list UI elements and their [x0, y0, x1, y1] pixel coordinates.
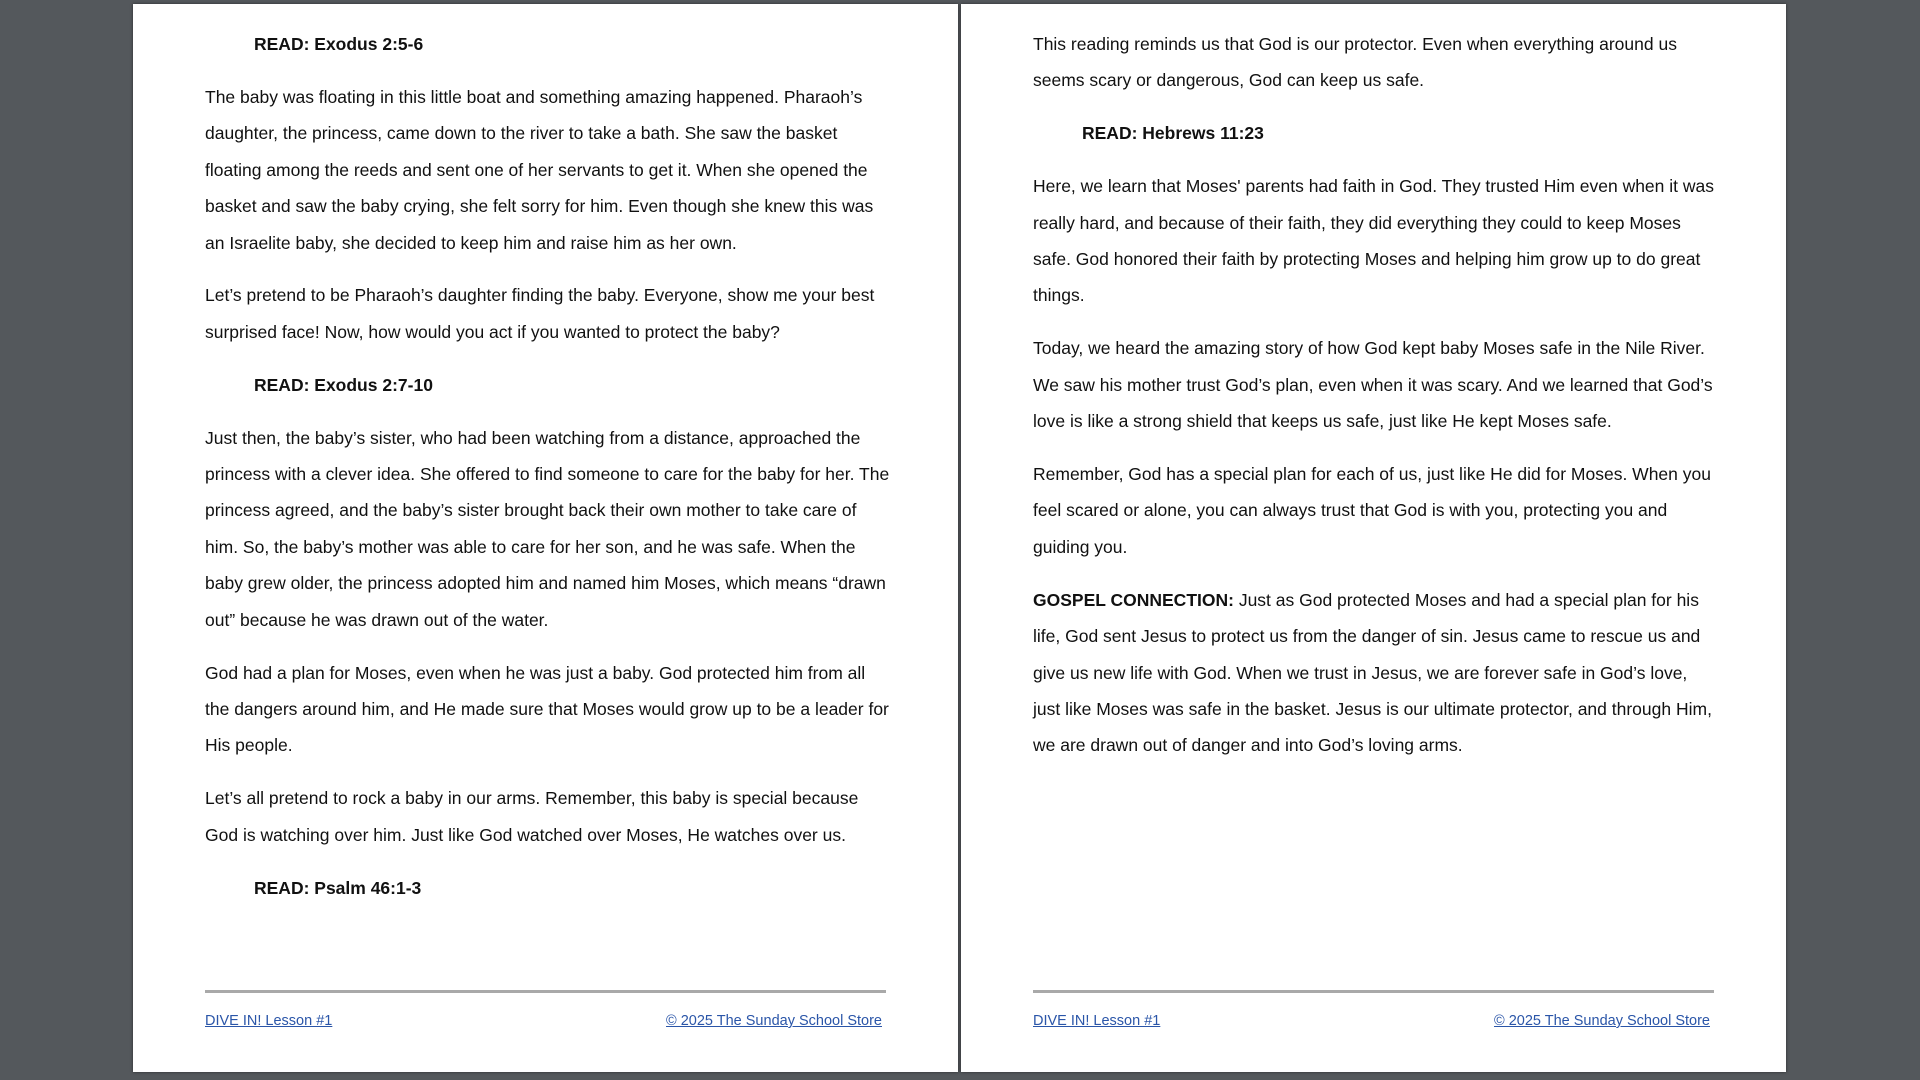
footer-copyright-link[interactable]: © 2025 The Sunday School Store: [666, 1013, 882, 1029]
footer-divider: [1033, 990, 1714, 993]
paragraph: Just then, the baby’s sister, who had been watching from a distance, approached the princess with a clever idea. She offered to find someone to care for the baby for her. The princess agreed, and the baby’s sister brought back their own mother to take care of him. So, the baby’s mother was able to care for her son, and he was safe. When the baby grew older, the princess adopted him and named him Moses, which means “drawn out” because he was drawn out of the water.: [205, 427, 890, 630]
paragraph: Here, we learn that Moses' parents had faith in God. They trusted Him even when it was really hard, and because of their faith, they did everything they could to keep Moses safe. God honored their faith by protecting Moses and helping him grow up to do great things.: [1033, 176, 1714, 306]
paragraph: Let’s all pretend to rock a baby in our arms. Remember, this baby is special because God is watching over him. Just like God watched over Moses, He watches over us.: [205, 788, 859, 845]
gospel-connection-text: Just as God protected Moses and had a special plan for his life, God sent Jesus to protect us from the danger of sin. Jesus came to rescue us and give us new life with God. When we trust in Jesus, we are forever safe in God’s love, just like Moses was safe in the basket. Jesus is our ultimate protector, and through Him, we are drawn out of danger and into God’s loving arms.: [1033, 589, 1712, 756]
gospel-connection-label: GOSPEL CONNECTION:: [1033, 589, 1234, 610]
paragraph: God had a plan for Moses, even when he was just a baby. God protected him from all the dangers around him, and He made sure that Moses would grow up to be a leader for His people.: [205, 662, 889, 756]
paragraph: Today, we heard the amazing story of how God kept baby Moses safe in the Nile River. We saw his mother trust God’s plan, even when it was scary. And we learned that God’s love is like a strong shield that keeps us safe, just like He kept Moses safe.: [1033, 338, 1713, 432]
footer-lesson-link[interactable]: DIVE IN! Lesson #1: [205, 1013, 333, 1029]
scripture-heading: READ: Hebrews 11:23: [1082, 123, 1264, 144]
page-body: [1033, 26, 1719, 780]
paragraph: Remember, God has a special plan for each of us, just like He did for Moses. When you feel scared or alone, you can always trust that God is with you, protecting you and guiding you.: [1033, 464, 1711, 557]
scripture-heading: READ: Exodus 2:5-6: [254, 34, 424, 54]
footer-copyright-link[interactable]: © 2025 The Sunday School Store: [1494, 1013, 1710, 1029]
document-page-right: [961, 4, 1786, 1072]
scripture-heading: READ: Exodus 2:7-10: [254, 374, 433, 395]
paragraph: The baby was floating in this little boat and something amazing happened. Pharaoh’s daughter, the princess, came down to the river to take a bath. She saw the basket floating among the reeds and sent one of her servants to get it. When she opened the basket and saw the baby crying, she felt sorry for him. Even though she knew this was an Israelite baby, she decided to keep him and raise him as her own.: [205, 86, 874, 253]
paragraph: This reading reminds us that God is our protector. Even when everything around us seems scary or dangerous, God can keep us safe.: [1033, 34, 1677, 91]
footer-lesson-link[interactable]: DIVE IN! Lesson #1: [1033, 1013, 1161, 1029]
scripture-heading: READ: Psalm 46:1-3: [254, 877, 422, 898]
footer-divider: [205, 990, 886, 993]
gospel-connection-paragraph: [1033, 582, 1719, 764]
paragraph: Let’s pretend to be Pharaoh’s daughter finding the baby. Everyone, show me your best surprised face! Now, how would you act if you wanted to protect the baby?: [205, 285, 875, 342]
page-body: [205, 26, 891, 923]
document-page-left: [133, 4, 958, 1072]
